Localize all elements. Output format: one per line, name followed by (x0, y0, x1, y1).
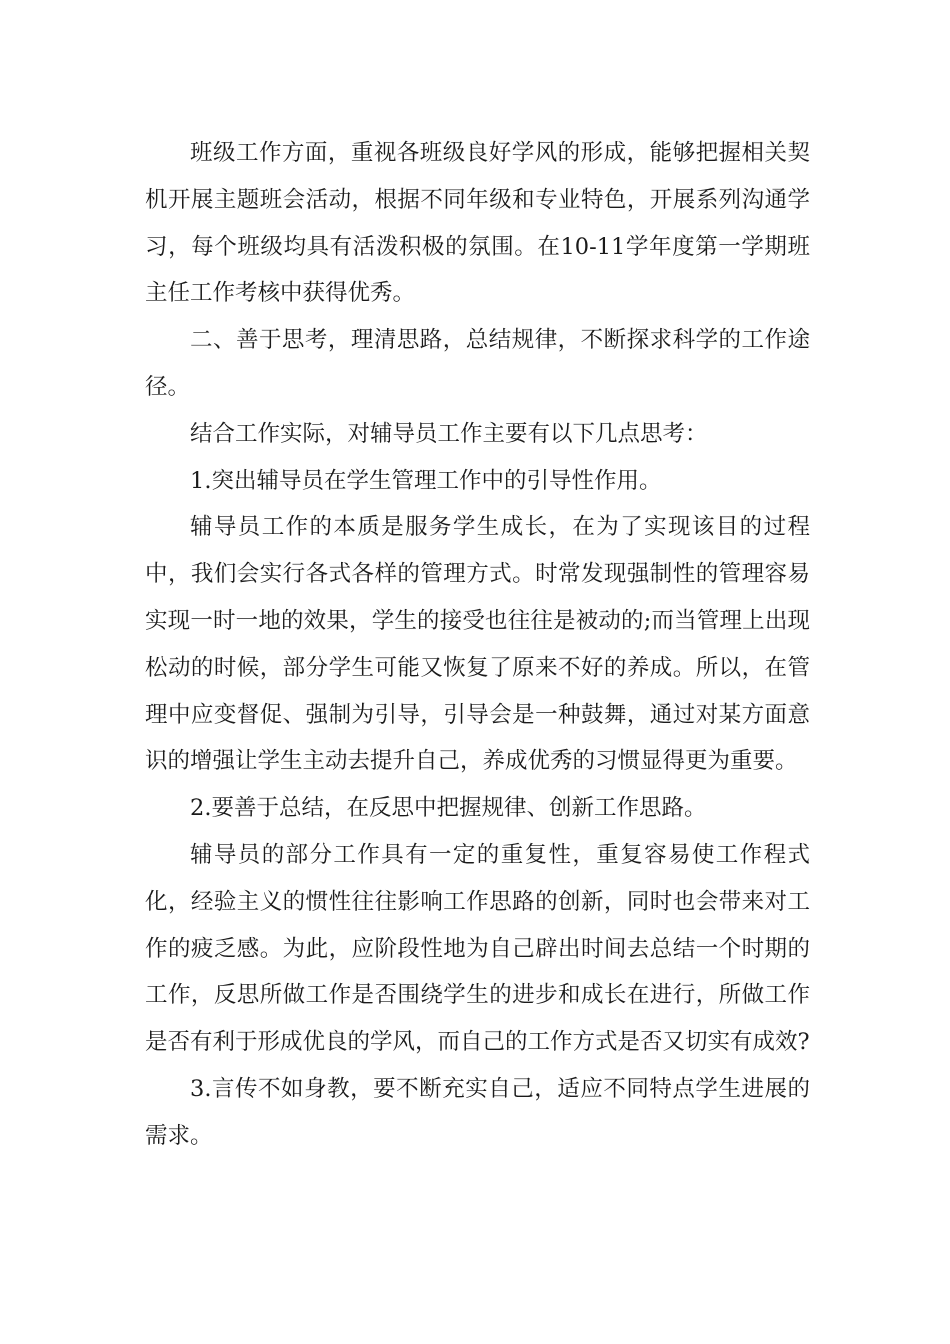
paragraph-point-two: 辅导员的部分工作具有一定的重复性，重复容易使工作程式化，经验主义的惯性往往影响工作思路的创新，同时也会带来对工作的疲乏感。为此，应阶段性地为自己辟出时间去总结一个时期的工作，反思所做工作是否围绕学生的进步和成长在进行，所做工作是否有利于形成优良的学风，而自己的工作方式是否又切实有成效? (145, 841, 810, 1056)
document-body (145, 130, 810, 1160)
section-heading-two: 二、善于思考，理清思路，总结规律，不断探求科学的工作途径。 (145, 327, 810, 400)
point-one-heading: 1.突出辅导员在学生管理工作中的引导性作用。 (190, 467, 662, 494)
paragraph-class-work: 班级工作方面，重视各班级良好学风的形成，能够把握相关契机开展主题班会活动，根据不同年级和专业特色，开展系列沟通学习，每个班级均具有活泼积极的氛围。在10-11学年度第一学期班主任工作考核中获得优秀。 (145, 140, 810, 307)
paragraph-intro-thoughts: 结合工作实际，对辅导员工作主要有以下几点思考： (190, 420, 708, 447)
paragraph-point-one: 辅导员工作的本质是服务学生成长，在为了实现该目的过程中，我们会实行各式各样的管理方式。时常发现强制性的管理容易实现一时一地的效果，学生的接受也往往是被动的;而当管理上出现松动的时候，部分学生可能又恢复了原来不好的养成。所以，在管理中应变督促、强制为引导，引导会是一种鼓舞，通过对某方面意识的增强让学生主动去提升自己，养成优秀的习惯显得更为重要。 (145, 514, 810, 775)
point-two-heading: 2.要善于总结，在反思中把握规律、创新工作思路。 (190, 795, 707, 822)
point-three-heading: 3.言传不如身教，要不断充实自己，适应不同特点学生进展的需求。 (145, 1075, 810, 1149)
